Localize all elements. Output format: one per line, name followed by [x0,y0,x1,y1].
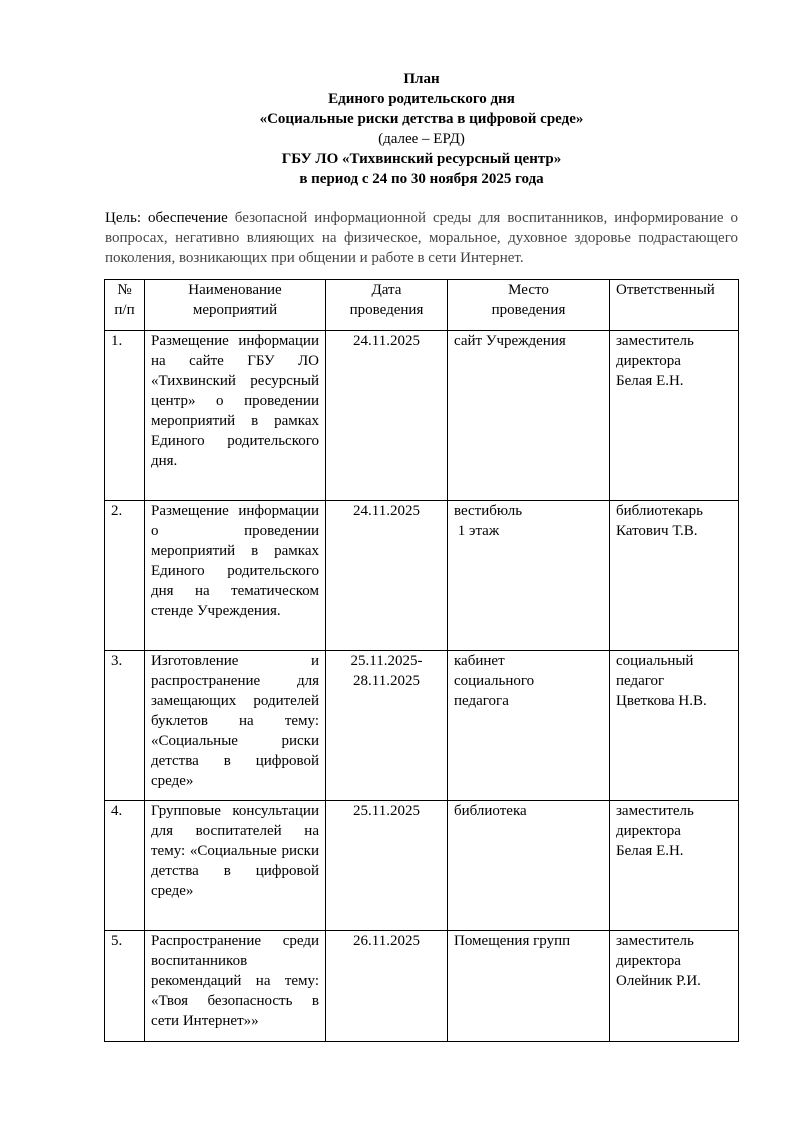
document-title [105,69,738,189]
goal-lead: Цель: обеспечение [105,210,228,226]
row-activity-name: Групповые консультации для воспитателей на тему: «Социальные риски детства в цифровой среде» [145,801,326,931]
title-line-event: Единого родительского дня [328,91,515,107]
title-line-abbrev: (далее – ЕРД) [378,131,465,147]
header-place-line2: проведения [491,302,566,318]
responsible-position-cont: директора [616,953,681,969]
row-responsible [610,501,739,651]
responsible-person: Катович Т.В. [616,523,698,539]
row-number: 2. [105,501,145,651]
row-number: 5. [105,931,145,1042]
row-place: Помещения групп [448,931,610,1042]
place-line3: педагога [454,693,509,709]
row-place [448,651,610,801]
header-date [326,280,448,331]
row-number: 4. [105,801,145,931]
place-line1: вестибюль [454,503,523,519]
header-name [145,280,326,331]
row-date: 24.11.2025 [326,501,448,651]
responsible-person: Белая Е.Н. [616,843,684,859]
responsible-position: заместитель [616,803,694,819]
header-name-line1: Наименование [188,282,282,298]
goal-paragraph [105,208,738,268]
header-date-line1: Дата [371,282,402,298]
header-responsible [610,280,739,331]
responsible-person: Олейник Р.И. [616,973,701,989]
row-number: 1. [105,331,145,501]
header-name-line2: мероприятий [192,302,278,318]
row-date: 24.11.2025 [326,331,448,501]
row-activity-name: Изготовление и распространение для замещающих родителей буклетов на тему: «Социальные риски детства в цифровой среде» [145,651,326,801]
row-responsible [610,931,739,1042]
date-end: 28.11.2025 [353,673,420,689]
row-place [448,501,610,651]
header-number-line1: № [117,282,132,298]
header-place [448,280,610,331]
title-line-organization: ГБУ ЛО «Тихвинский ресурсный центр» [281,151,562,167]
responsible-position: заместитель [616,333,694,349]
date-start: 25.11.2025- [350,653,423,669]
header-number [105,280,145,331]
table-row [105,331,739,501]
row-date: 26.11.2025 [326,931,448,1042]
place-line2: социального [454,673,535,689]
row-place: библиотека [448,801,610,931]
table-row [105,501,739,651]
table-row [105,651,739,801]
responsible-person: Белая Е.Н. [616,373,684,389]
table-row [105,931,739,1042]
goal-text: безопасной информационной среды для воспитанников, информирование о вопросах, негативно влияющих на физическое, моральное, духовное здоровье подрастающего поколения, возникающих при общении и работе в сети Интернет. [105,210,738,266]
responsible-position-cont: директора [616,823,681,839]
title-line-plan: План [403,71,440,87]
plan-table [104,279,739,1042]
row-activity-name: Распространение среди воспитанников рекомендаций на тему: «Твоя безопасность в сети Интернет»» [145,931,326,1042]
header-date-line2: проведения [349,302,424,318]
row-date [326,651,448,801]
row-place: сайт Учреждения [448,331,610,501]
header-place-line1: Место [508,282,549,298]
row-responsible [610,651,739,801]
place-line2: 1 этаж [454,523,500,539]
row-responsible [610,331,739,501]
responsible-position: заместитель [616,933,694,949]
row-number: 3. [105,651,145,801]
place-line1: кабинет [454,653,505,669]
table-row [105,801,739,931]
header-number-line2: п/п [114,302,135,318]
responsible-position-cont: педагог [616,673,665,689]
header-responsible-text: Ответственный [616,282,715,298]
title-line-period: в период с 24 по 30 ноября 2025 года [299,171,544,187]
responsible-position: социальный [616,653,694,669]
table-header-row [105,280,739,331]
title-line-theme: «Социальные риски детства в цифровой среде» [259,111,584,127]
responsible-position: библиотекарь [616,503,704,519]
responsible-person: Цветкова Н.В. [616,693,707,709]
row-date: 25.11.2025 [326,801,448,931]
row-activity-name: Размещение информации о проведении мероприятий в рамках Единого родительского дня на тематическом стенде Учреждения. [145,501,326,651]
responsible-position-cont: директора [616,353,681,369]
row-activity-name: Размещение информации на сайте ГБУ ЛО «Тихвинский ресурсный центр» о проведении мероприятий в рамках Единого родительского дня. [145,331,326,501]
row-responsible [610,801,739,931]
